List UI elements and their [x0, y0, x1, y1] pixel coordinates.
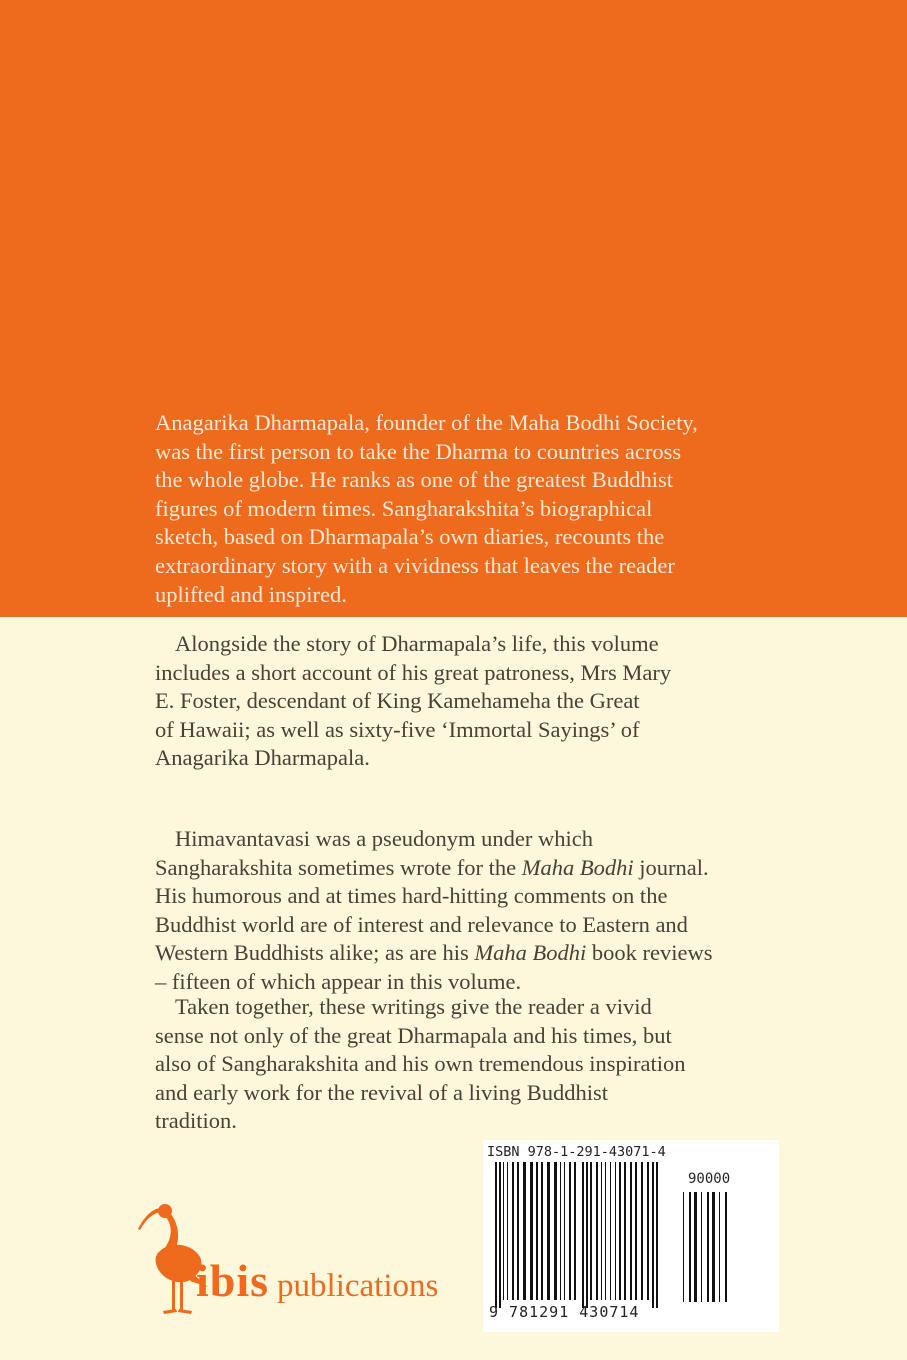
text-run: Western Buddhists alike; as are his — [155, 940, 475, 966]
isbn-label: ISBN 978-1-291-43071-4 — [487, 1144, 666, 1160]
barcode-bar — [610, 1162, 611, 1300]
blurb-line: uplifted and inspired. — [155, 581, 347, 607]
isbn-barcode — [483, 1140, 779, 1332]
barcode-bar — [605, 1162, 606, 1300]
barcode-bar — [503, 1162, 504, 1300]
publisher-name-rest: publications — [277, 1268, 439, 1304]
barcode-bar — [725, 1192, 727, 1302]
barcode-bar — [630, 1162, 632, 1300]
barcode-bar — [523, 1162, 526, 1300]
blurb-line: E. Foster, descendant of King Kamehameha the Great — [155, 688, 640, 714]
barcode-bar — [547, 1162, 550, 1300]
blurb-line: Buddhist world are of interest and relevance to Eastern and — [155, 911, 688, 937]
blurb-line: sense not only of the great Dharmapala and his times, but — [155, 1022, 672, 1048]
blurb-paragraph-3 — [155, 825, 795, 997]
blurb-line — [155, 854, 795, 883]
barcode-bar — [601, 1162, 602, 1300]
barcode-number: 9 781291 430714 — [489, 1303, 640, 1321]
blurb-line: Himavantavasi was a pseudonym under which — [175, 826, 594, 851]
blurb-paragraph-4 — [155, 993, 795, 1136]
barcode-bar — [517, 1162, 519, 1300]
barcode-bar — [635, 1162, 637, 1300]
blurb-line — [155, 939, 795, 968]
text-run: journal. — [633, 854, 709, 880]
blurb-line: – fifteen of which appear in this volume. — [155, 968, 522, 994]
barcode-bar — [541, 1162, 543, 1300]
barcode-bar — [701, 1192, 702, 1302]
barcode-bar — [554, 1162, 557, 1300]
text-run: Sangharakshita sometimes wrote for the — [155, 854, 522, 880]
blurb-line: His humorous and at times hard-hitting comments on the — [155, 883, 668, 909]
journal-title: Maha Bodhi — [474, 940, 587, 966]
barcode-bar — [569, 1162, 571, 1300]
blurb-line: Taken together, these writings give the reader a vivid — [175, 994, 652, 1019]
blurb-line: figures of modern times. Sangharakshita’s biographical — [155, 495, 653, 521]
barcode-bar — [530, 1162, 533, 1300]
publisher-name — [196, 1254, 438, 1307]
barcode-bar — [499, 1162, 501, 1308]
blurb-line: sketch, based on Dharmapala’s own diaries, recounts the — [155, 524, 665, 550]
price-code: 90000 — [688, 1171, 731, 1187]
blurb-line: also of Sangharakshita and his own tremendous inspiration — [155, 1051, 686, 1077]
barcode-bar — [689, 1192, 691, 1302]
barcode-bar — [712, 1192, 715, 1302]
blurb-line: the whole globe. He ranks as one of the greatest Buddhist — [155, 467, 673, 493]
barcode-bar — [683, 1192, 684, 1302]
blurb-line: and early work for the revival of a living Buddhist — [155, 1079, 609, 1105]
barcode-bar — [512, 1162, 514, 1300]
barcode-bar — [652, 1162, 654, 1308]
blurb-line: extraordinary story with a vividness that leaves the reader — [155, 552, 675, 578]
blurb-line: was the first person to take the Dharma to countries across — [155, 438, 682, 464]
barcode-bar — [574, 1162, 576, 1300]
barcode-bar — [560, 1162, 561, 1300]
publisher-name-bold: ibis — [196, 1255, 270, 1306]
barcode-bar — [582, 1162, 584, 1308]
blurb-line: includes a short account of his great patroness, Mrs Mary — [155, 659, 672, 685]
barcode-bar — [564, 1162, 565, 1300]
text-run: book reviews — [586, 940, 713, 966]
barcode-bar — [495, 1162, 497, 1308]
blurb-paragraph-1 — [155, 409, 795, 609]
blurb-line: of Hawaii; as well as sixty-five ‘Immortal Sayings’ of — [155, 716, 640, 742]
barcode-bar — [615, 1162, 616, 1300]
barcode-bar — [596, 1162, 598, 1300]
journal-title: Maha Bodhi — [521, 854, 634, 880]
barcode-bar — [586, 1162, 588, 1308]
blurb-line: Anagarika Dharmapala, founder of the Maha Bodhi Society, — [155, 410, 698, 435]
barcode-bar — [507, 1162, 508, 1300]
blurb-line: Alongside the story of Dharmapala’s life, this volume — [175, 631, 659, 656]
blurb-line: Anagarika Dharmapala. — [155, 745, 370, 771]
barcode-bar — [647, 1162, 649, 1300]
barcode-bar — [719, 1192, 720, 1302]
barcode-bar — [624, 1162, 626, 1300]
barcode-bar — [536, 1162, 538, 1300]
barcode-bar — [641, 1162, 643, 1300]
blurb-line: tradition. — [155, 1108, 237, 1134]
barcode-bar — [707, 1192, 709, 1302]
barcode-bar — [590, 1162, 592, 1300]
barcode-bar — [694, 1192, 697, 1302]
barcode-bar — [656, 1162, 658, 1308]
barcode-bar — [619, 1162, 621, 1300]
blurb-paragraph-2 — [155, 630, 795, 773]
